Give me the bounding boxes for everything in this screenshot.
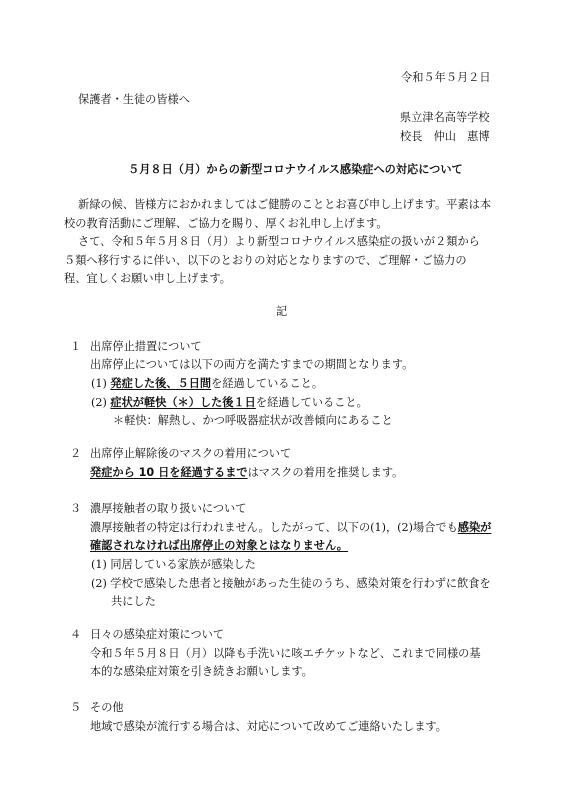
item-text: 同居している家族が感染した <box>110 558 256 571</box>
intro-line-1: 新緑の候、皆様方におかれましてはご健勝のこととお喜び申し上げます。平素は本 <box>78 198 492 211</box>
section-2-number: ２ <box>70 447 82 460</box>
section-2-body <box>90 465 403 481</box>
section-3-line-1 <box>90 520 491 536</box>
section-1-heading: 出席停止措置について <box>90 340 202 353</box>
document-title: ５月８日（月）からの新型コロナウイルス感染症への対応について <box>128 162 463 176</box>
intro-line-4: ５類へ移行するに伴い、以下のとおりの対応となりますので、ご理解・ご協力の <box>64 254 467 267</box>
item-emphasis: 症状が軽快（＊）した後１日 <box>110 396 256 409</box>
section-3-item-2-cont: 共にした <box>111 595 156 608</box>
school-name: 県立津名高等学校 <box>400 111 490 124</box>
item-mark: (2) <box>91 577 107 590</box>
body-text: はマスクの着用を推奨します。 <box>247 466 404 479</box>
intro-line-2: 校の教育活動にご理解、ご協力を賜り、厚くお礼申し上げます。 <box>64 217 388 230</box>
intro-line-3: さて、令和５年５月８日（月）より新型コロナウイルス感染症の扱いが２類から <box>78 235 480 248</box>
ki-marker: 記 <box>276 305 288 318</box>
section-3-number: ３ <box>70 502 82 515</box>
item-text: 学校で感染した患者と接触があった生徒のうち、感染対策を行わずに飲食を <box>110 577 491 590</box>
section-5-body: 地域で感染が流行する場合は、対応について改めてご連絡いたします。 <box>90 720 447 733</box>
section-5-number: ５ <box>70 701 82 714</box>
body-text: 濃厚接触者の特定は行われません。したがって、以下の(1)，(2)場合でも <box>90 521 458 534</box>
section-4-heading: 日々の感染症対策について <box>90 628 225 641</box>
section-1-body: 出席停止については以下の両方を満たすまでの期間となります。 <box>90 358 414 371</box>
item-text: を経過していること。 <box>255 396 368 409</box>
item-mark: (1) <box>91 558 107 571</box>
intro-line-5: 程、宜しくお願い申し上げます。 <box>64 272 231 285</box>
item-emphasis: 発症した後、５日間 <box>110 377 212 390</box>
section-3-item-2 <box>91 576 491 592</box>
section-1-number: １ <box>70 340 82 353</box>
section-3-heading: 濃厚接触者の取り扱いについて <box>90 502 247 515</box>
section-5-heading: その他 <box>90 701 124 714</box>
section-3-line-2: 確認されなければ出席停止の対象とはなりません。 <box>90 539 348 552</box>
section-1-item-1 <box>91 376 323 392</box>
section-2-heading: 出席停止解除後のマスクの着用について <box>90 447 292 460</box>
document-date: 令和５年５月２日 <box>401 71 491 84</box>
section-4-line-2: 本的な感染症対策を引き続きお願いします。 <box>90 665 313 678</box>
item-mark: (2) <box>91 396 107 409</box>
section-1-item-2 <box>91 395 368 411</box>
recipient: 保護者・生徒の皆様へ <box>78 93 190 106</box>
principal-name: 校長 仲山 惠博 <box>400 130 490 143</box>
item-mark: (1) <box>91 377 107 390</box>
section-4-number: ４ <box>70 628 82 641</box>
section-4-line-1: 令和５年５月８日（月）以降も手洗いに咳エチケットなど、これまで同様の基 <box>90 647 481 660</box>
section-3-item-1 <box>91 557 256 573</box>
item-text: を経過していること。 <box>211 377 324 390</box>
section-1-note: ＊軽快：解熱し、かつ呼吸器症状が改善傾向にあること <box>113 414 393 427</box>
body-emphasis: 感染が <box>457 521 492 534</box>
body-emphasis: 発症から 10 日を経過するまで <box>90 466 248 479</box>
